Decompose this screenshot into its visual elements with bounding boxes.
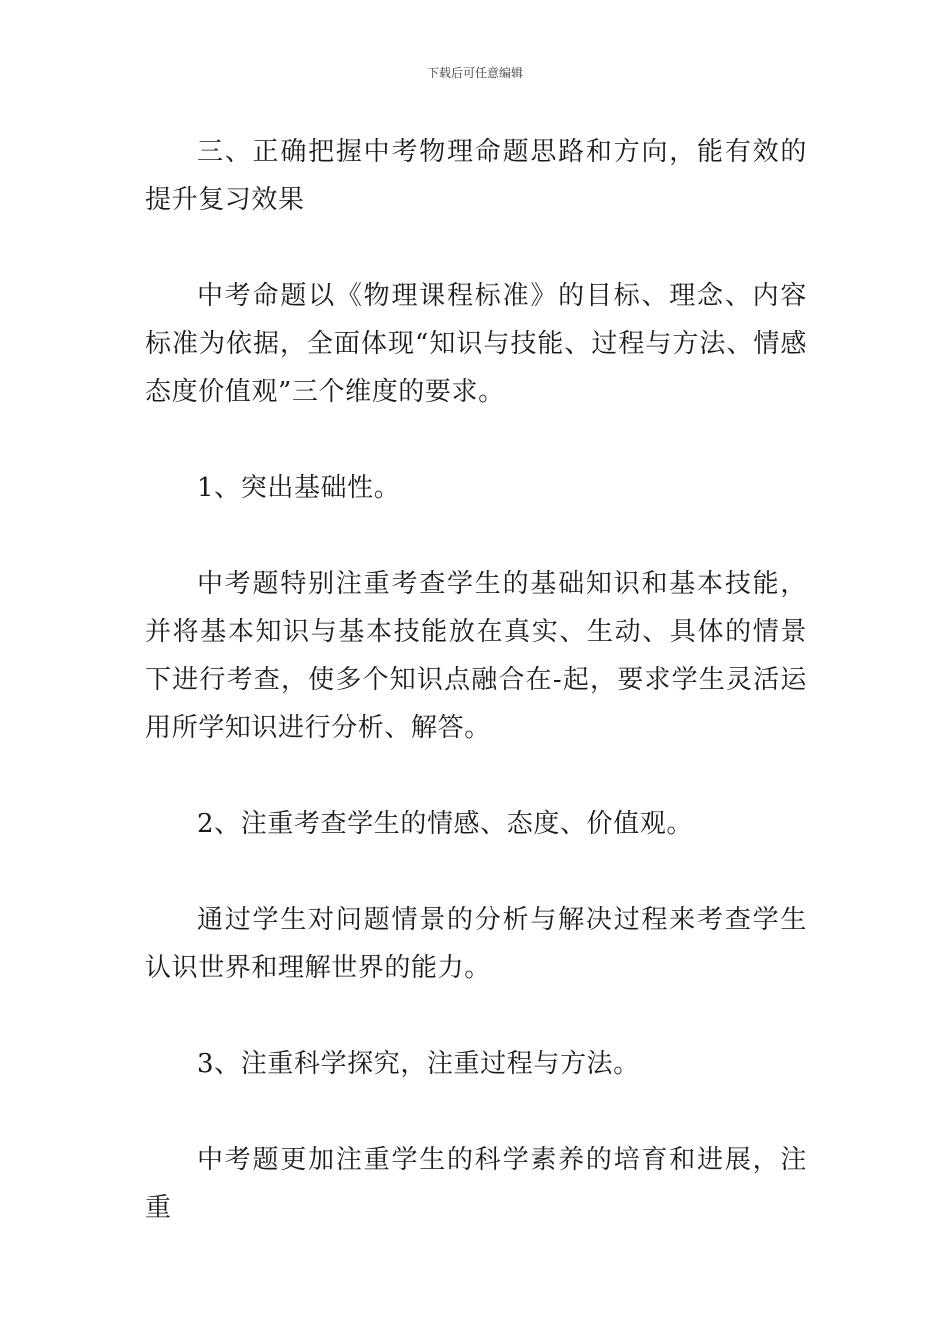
paragraph: 通过学生对问题情景的分析与解决过程来考查学生认识世界和理解世界的能力。 <box>145 905 807 983</box>
section-heading: 三、正确把握中考物理命题思路和方向，能有效的提升复习效果 <box>145 137 807 215</box>
paragraph: 中考命题以《物理课程标准》的目标、理念、内容标准为依据，全面体现“知识与技能、过程与方法、情感态度价值观”三个维度的要求。 <box>145 281 807 407</box>
page-header: 下载后可任意编辑 <box>426 66 523 80</box>
list-heading: 3、注重科学探究，注重过程与方法。 <box>197 1049 640 1079</box>
list-heading: 1、突出基础性。 <box>197 473 401 503</box>
paragraph: 中考题特别注重考查学生的基础知识和基本技能，并将基本知识与基本技能放在真实、生动、具体的情景下进行考查，使多个知识点融合在-起，要求学生灵活运用所学知识进行分析、解答。 <box>145 569 807 743</box>
list-heading: 2、注重考查学生的情感、态度、价值观。 <box>197 809 693 839</box>
paragraph: 中考题更加注重学生的科学素养的培育和进展，注重 <box>145 1145 807 1223</box>
document-body <box>145 128 807 1232</box>
